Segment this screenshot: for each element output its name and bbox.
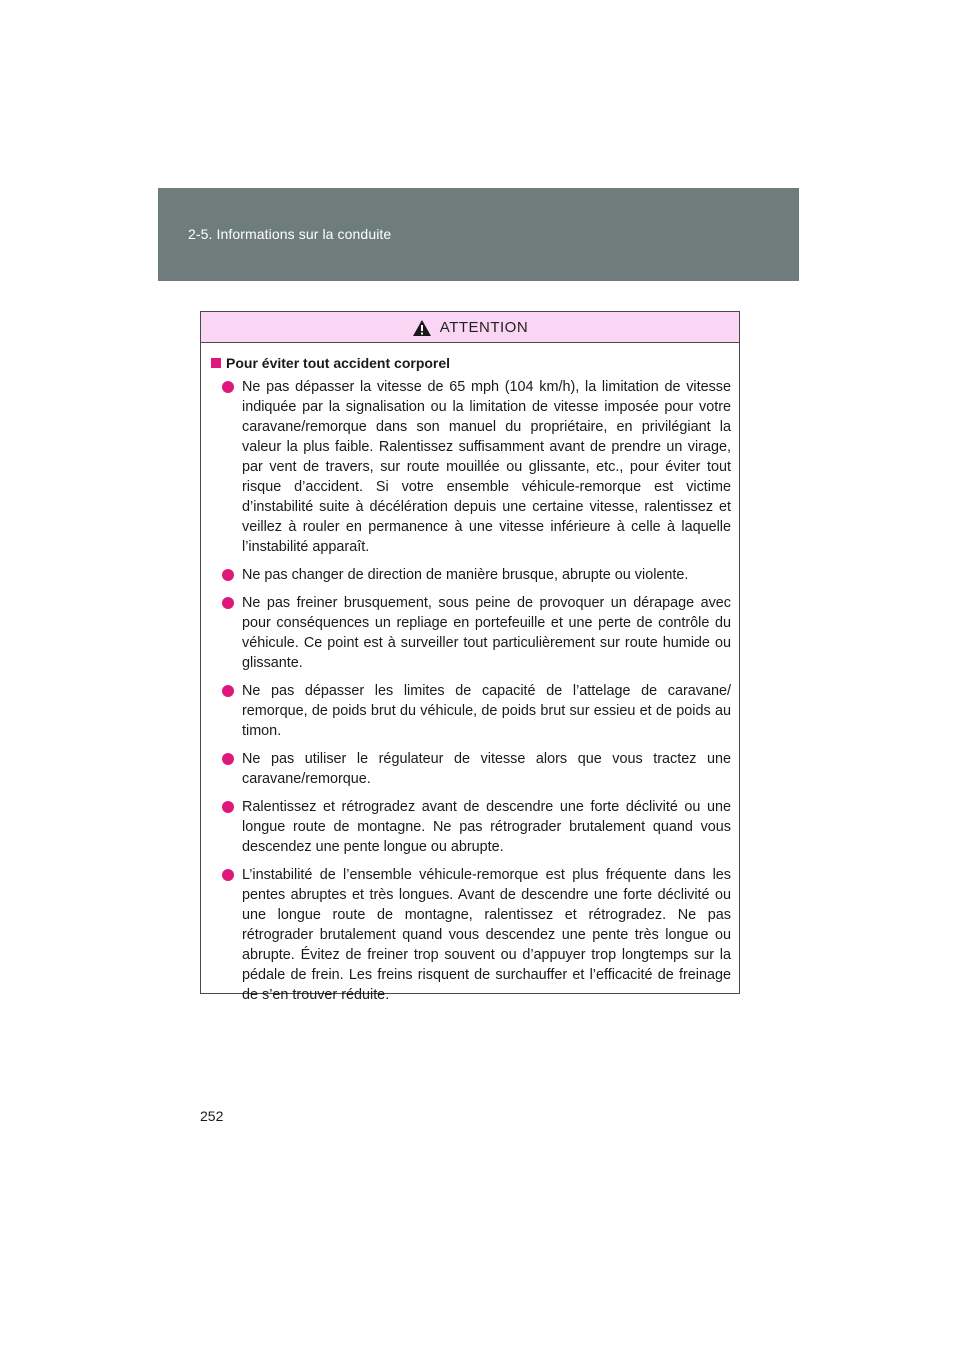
warning-item-text: Ne pas dépasser la vitesse de 65 mph (104 km/h), la limitation de vitesse indiquée par la signalisation ou la limitation de vitesse imposée pour votre caravane/remorque dans son manuel du propriétaire, en privilégiant la valeur la plus faible. Ralentissez suffisamment avant de prendre un virage, par vent de travers, sur route mouillée ou glissante, etc., pour éviter tout risque d’accident. Si votre ensemble véhicule-remorque est victime d’instabilité suite à décélération depuis une certaine vitesse, ralentissez et veillez à rouler en permanence à une vitesse inférieure à celle à laquelle l’instabilité apparaît. [242, 379, 731, 555]
warning-item [211, 565, 731, 585]
bullet-dot-icon [222, 381, 234, 393]
warning-item-text: Ne pas utiliser le régulateur de vitesse alors que vous tractez une caravane/remorque. [242, 751, 731, 787]
warning-item-text: Ne pas dépasser les limites de capacité de l’attelage de caravane/ remorque, de poids brut du véhicule, de poids brut sur essieu et de poids au timon. [242, 683, 731, 739]
section-title: 2-5. Informations sur la conduite [188, 226, 392, 242]
bullet-dot-icon [222, 753, 234, 765]
warning-item [211, 377, 731, 557]
warning-title: ATTENTION [439, 318, 529, 336]
warning-item [211, 797, 731, 857]
warning-subhead-text: Pour éviter tout accident corporel [226, 355, 451, 371]
warning-header [201, 312, 739, 343]
bullet-dot-icon [222, 597, 234, 609]
page-number: 252 [200, 1108, 224, 1124]
warning-item-text: Ne pas changer de direction de manière brusque, abrupte ou violente. [242, 567, 689, 583]
bullet-dot-icon [222, 869, 234, 881]
bullet-dot-icon [222, 685, 234, 697]
warning-subhead [211, 355, 731, 371]
section-header-band [158, 188, 799, 281]
warning-item [211, 593, 731, 673]
bullet-dot-icon [222, 569, 234, 581]
warning-box [200, 311, 740, 1003]
warning-item [211, 865, 731, 1005]
warning-item-text: Ralentissez et rétrogradez avant de descendre une forte déclivité ou une longue route de montagne. Ne pas rétrograder brutalement quand vous descendez une pente longue ou abrupte. [242, 799, 731, 855]
warning-item-text: L’instabilité de l’ensemble véhicule-remorque est plus fréquente dans les pentes abruptes et très longues. Avant de descendre une forte déclivité ou une longue route de montagne, ralentissez et rétrogradez. Ne pas rétrograder brutalement quand vous descendez une pente très longue ou abrupte. Évitez de freiner trop souvent ou d’appuyer trop longtemps sur la pédale de frein. Les freins risquent de surchauffer et l’efficacité de freinage de s’en trouver réduite. [242, 867, 731, 1003]
warning-triangle-icon [412, 319, 432, 337]
warning-item [211, 681, 731, 741]
square-bullet-icon [211, 358, 221, 368]
bullet-dot-icon [222, 801, 234, 813]
warning-item [211, 749, 731, 789]
warning-body [201, 343, 739, 1005]
warning-item-text: Ne pas freiner brusquement, sous peine de provoquer un dérapage avec pour conséquences un repliage en portefeuille et une perte de contrôle du véhicule. Ce point est à surveiller tout particulièrement sur route humide ou glissante. [242, 595, 731, 671]
